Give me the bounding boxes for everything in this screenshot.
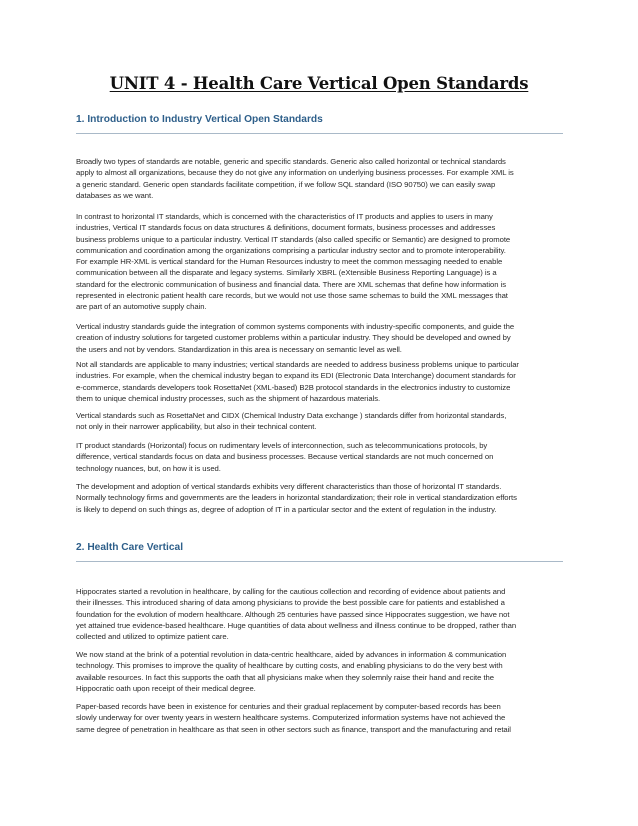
section-heading-introduction — [76, 114, 566, 134]
text-line: the users and not by vendors. Standardization in this area is necessary on semantic level as well. — [76, 344, 402, 354]
text-line: For example HR-XML is vertical standard for the Human Resources industry to meet the common messaging needed to enable — [76, 257, 503, 267]
paragraph — [76, 156, 564, 201]
section-heading-text: 1. Introduction to Industry Vertical Open Standards — [76, 114, 323, 125]
paragraph — [76, 410, 564, 433]
text-line: not only in their narrower applicability, but also in their technical content. — [76, 422, 317, 432]
section-divider — [76, 133, 563, 134]
text-line: technology nuances, but, on how it is used. — [76, 463, 221, 473]
text-line: creation of industry solutions for targeted customer problems within a particular industry. They should be developed and owned by — [76, 333, 511, 343]
text-line: industries, Vertical IT standards focus on data structures & definitions, document formats, business processes and addresses — [76, 223, 496, 233]
text-line: represented in electronic patient health care records, but we would not use those same schemas to build the XML messages that — [76, 291, 508, 301]
paragraph — [76, 211, 564, 313]
text-line: them to unique chemical industry processes, such as the shipment of hazardous materials. — [76, 393, 381, 403]
text-line: their illnesses. This introduced sharing of data among physicians to provide the best possible care for patients and established a — [76, 598, 505, 608]
text-line: In contrast to horizontal IT standards, which is concerned with the characteristics of IT products and applies to users in many — [76, 212, 493, 221]
paragraph — [76, 359, 564, 404]
section-heading-health-care-vertical — [76, 542, 566, 562]
text-line: Hippocrates started a revolution in healthcare, by calling for the cautious collection and recording of evidence about patients and — [76, 587, 506, 596]
text-line: collected and utilized to optimize patient care. — [76, 632, 229, 642]
text-line: are part of an automotive supply chain. — [76, 302, 207, 312]
text-line: slowly underway for over twenty years in western healthcare systems. Computerized information systems have not achieved the — [76, 713, 506, 723]
text-line: available resources. In fact this supports the oath that all physicians make when they solemnly raise their hand and recite the — [76, 672, 494, 682]
text-line: yet attained true evidence-based healthcare. Huge quantities of data about wellness and illness continue to be dropped, rather than — [76, 620, 517, 630]
text-line: apply to almost all organizations, because they do not give any information on underlying business processes. For example XML is — [76, 168, 514, 178]
text-line: standard for the electronic communication of business and financial data. There are XML schemas that define how information is — [76, 279, 506, 289]
text-line: foundation for the evolution of modern healthcare. Although 25 centuries have passed since Hippocrates suggestion, we have not — [76, 609, 510, 619]
text-line: databases as we want. — [76, 190, 154, 200]
paragraph — [76, 649, 564, 694]
text-line: industries. For example, when the chemical industry began to expand its EDI (Electronic Data Interchange) document standards for — [76, 371, 516, 381]
document-title: UNIT 4 - Health Care Vertical Open Standards — [109, 74, 529, 93]
section-divider — [76, 561, 563, 562]
text-line: IT product standards (Horizontal) focus on rudimentary levels of interconnection, such as telecommunications protocols, by — [76, 441, 488, 450]
text-line: Broadly two types of standards are notable, generic and specific standards. Generic also called horizontal or technical standards — [76, 157, 506, 166]
text-line: is likely to depend on such things as, degree of adoption of IT in a particular sector and the extent of regulation in the industry. — [76, 504, 497, 514]
text-line: Vertical industry standards guide the integration of common systems components with industry-specific components, and guide the — [76, 322, 515, 331]
text-line: Paper-based records have been in existence for centuries and their gradual replacement by computer-based records has been — [76, 702, 501, 711]
text-line: technology. This promises to improve the quality of healthcare by cutting costs, and enabling physicians to do the very best with — [76, 661, 503, 671]
text-line: communication and coordination among the organizations comprising a particular industry sector and to promote interoperability. — [76, 245, 506, 255]
text-line: a generic standard. Generic open standards facilitate competition, if we follow SQL standard (ISO 90750) we can easily swap — [76, 179, 496, 189]
text-line: Hippocratic oath upon receipt of their medical degree. — [76, 683, 256, 693]
text-line: business problems unique to a particular industry. Vertical IT standards (also called specific or Semantic) are designed to promote — [76, 234, 511, 244]
paragraph — [76, 586, 564, 642]
text-line: Not all standards are applicable to many industries; vertical standards are needed to address business problems unique to particular — [76, 360, 519, 369]
text-line: The development and adoption of vertical standards exhibits very different characteristics than those of horizontal IT standards. — [76, 482, 502, 491]
text-line: e-commerce, standards developers took RosettaNet (XML-based) B2B protocol standards in the electronics industry to customize — [76, 382, 511, 392]
paragraph — [76, 701, 564, 735]
paragraph — [76, 481, 564, 515]
text-line: same degree of penetration in healthcare as that seen in other sectors such as finance, transport and the manufacturing and retail — [76, 724, 511, 734]
text-line: We now stand at the brink of a potential revolution in data-centric healthcare, aided by advances in information & communication — [76, 650, 507, 659]
paragraph — [76, 440, 564, 474]
text-line: difference, vertical standards focus on data and business processes. Because vertical standards are not much concerned on — [76, 452, 494, 462]
text-line: communication between all the disparate and legacy systems. Similarly XBRL (eXtensible Business Reporting Language) is a — [76, 268, 497, 278]
text-line: Vertical standards such as RosettaNet and CIDX (Chemical Industry Data exchange ) standards differ from horizontal standards, — [76, 411, 507, 420]
paragraph — [76, 321, 564, 355]
section-heading-text: 2. Health Care Vertical — [76, 542, 184, 553]
text-line: Normally technology firms and governments are the leaders in horizontal standardization; their role in vertical standardization efforts — [76, 493, 517, 503]
